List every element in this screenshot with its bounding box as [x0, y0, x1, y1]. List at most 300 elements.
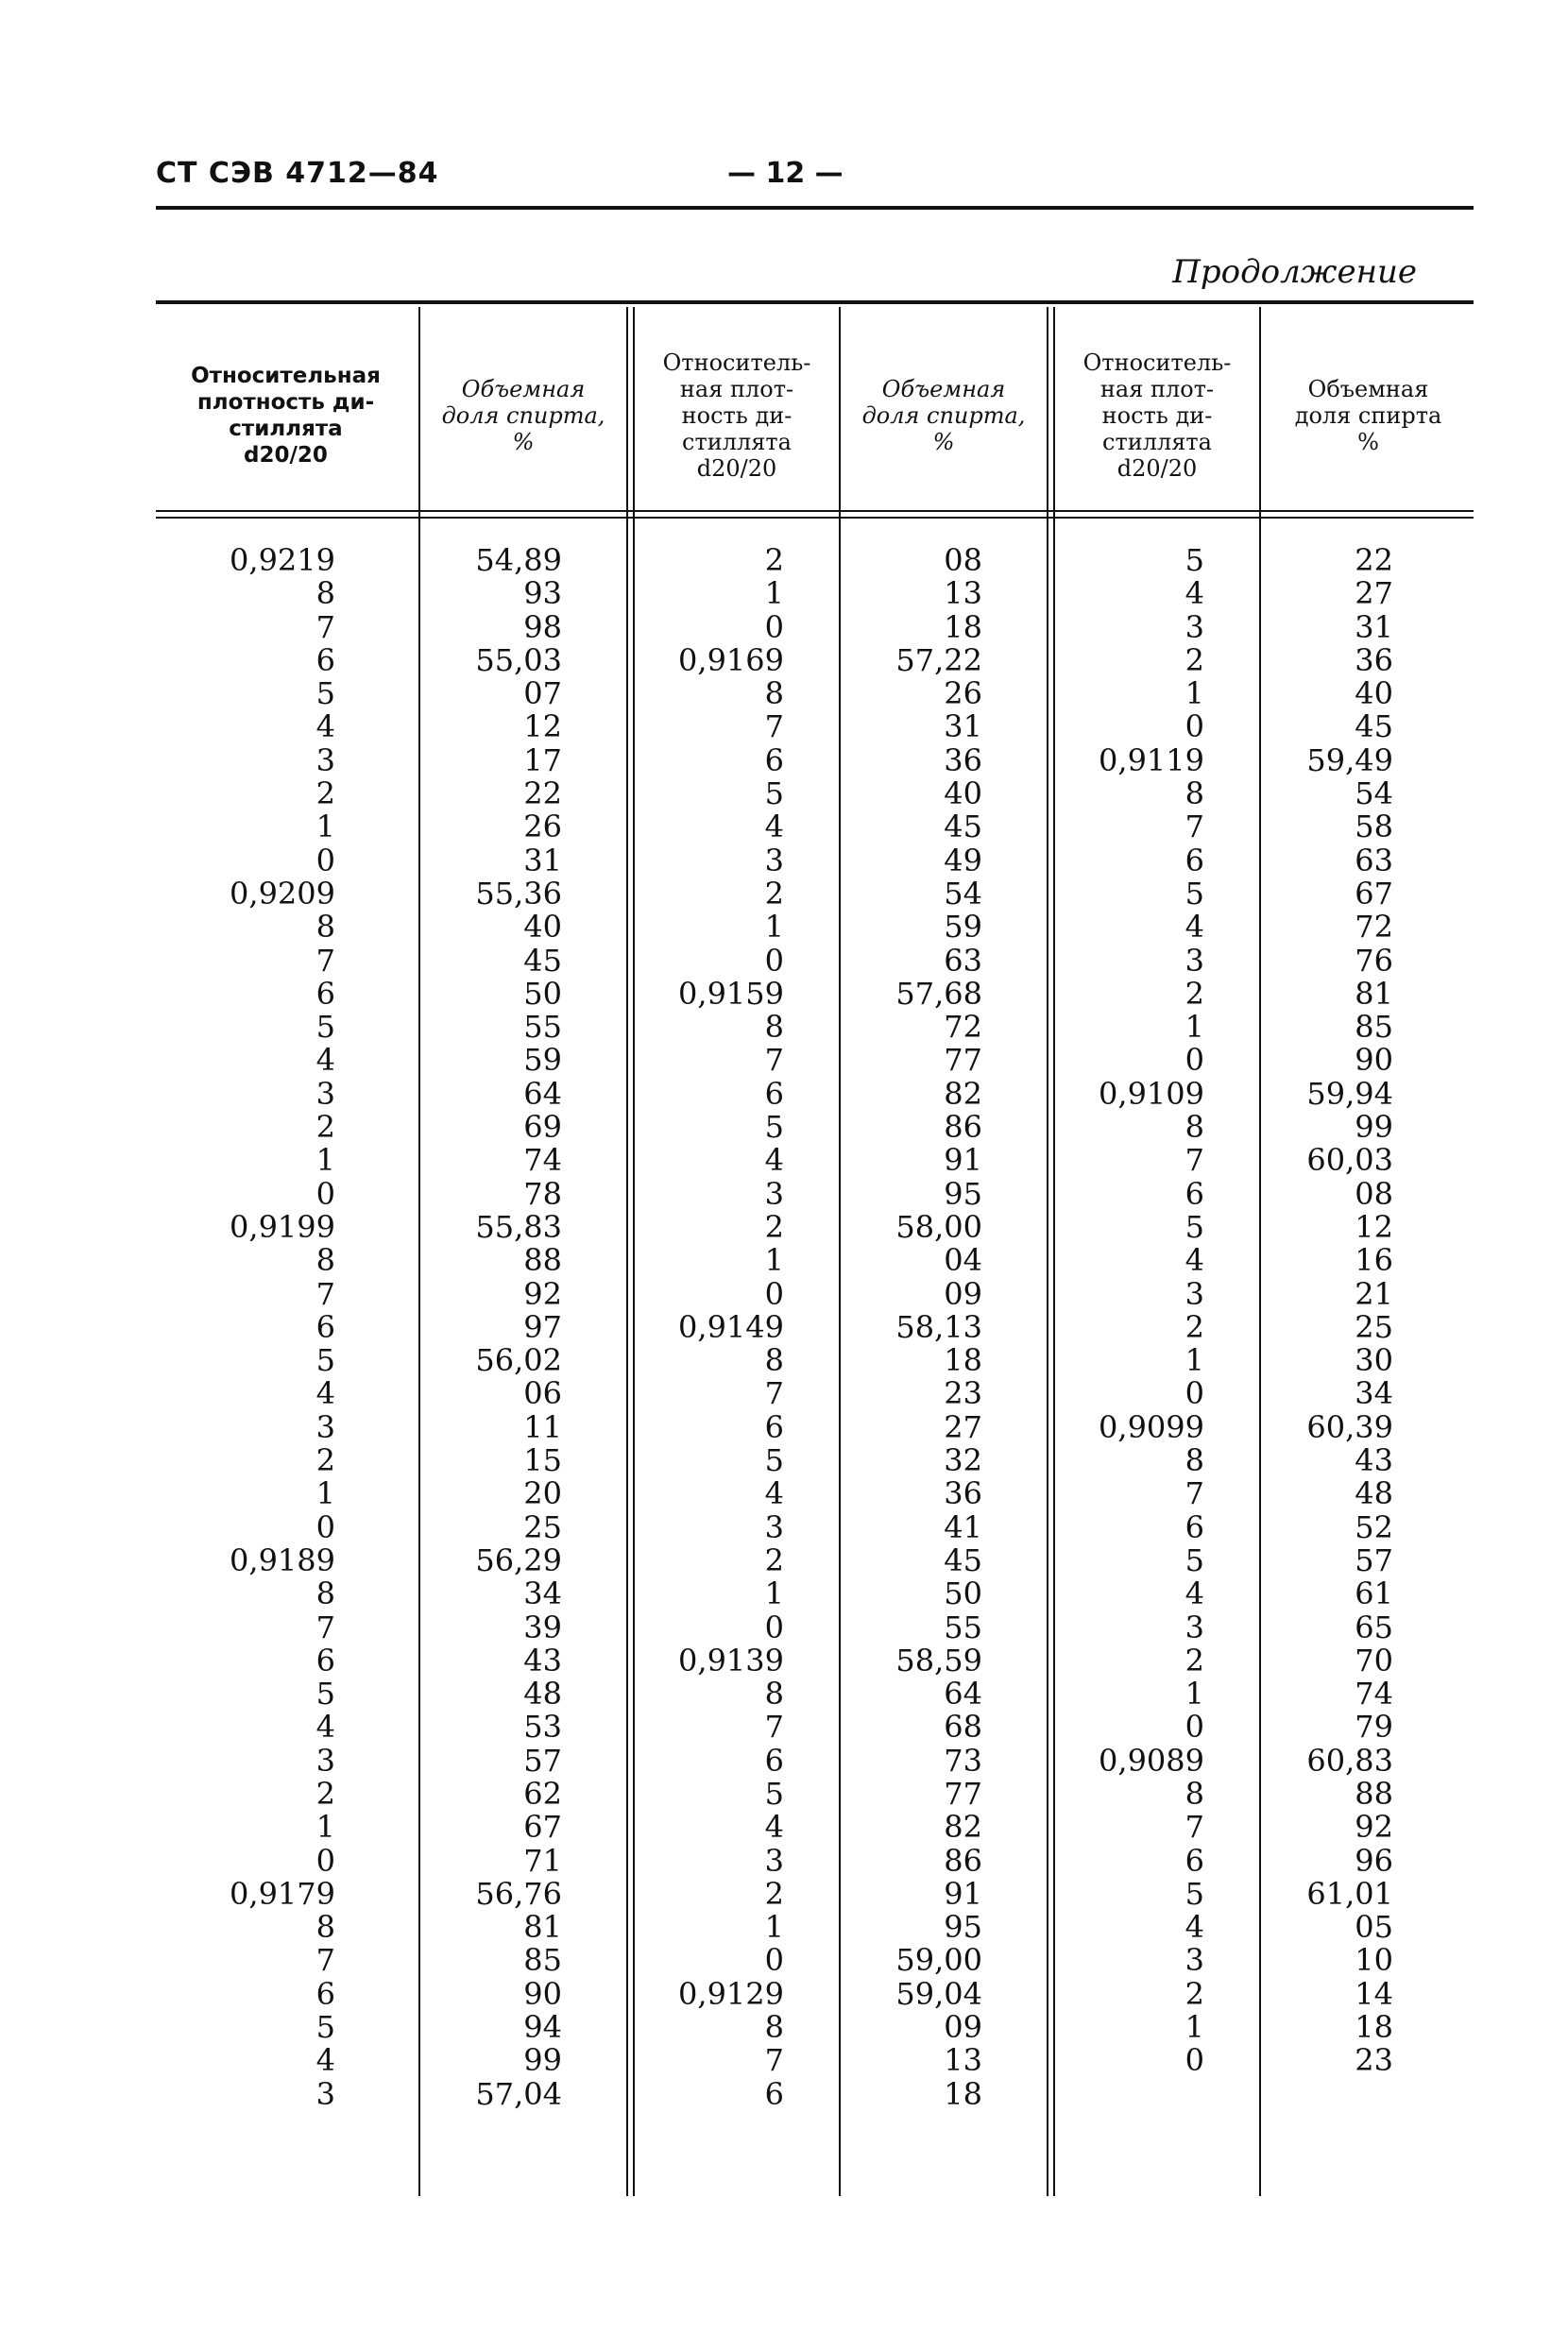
table-cell: 39 — [523, 1609, 562, 1645]
table-cell: 8 — [764, 2009, 784, 2046]
table-cell: 0,9169 — [678, 641, 784, 678]
table-cell: 8 — [315, 1909, 335, 1946]
table-top-rule — [156, 300, 1474, 304]
table-cell: 15 — [523, 1442, 562, 1479]
table-cell: 1 — [315, 1809, 335, 1846]
table-cell: 0 — [315, 1842, 335, 1879]
table-cell: 99 — [523, 2042, 562, 2079]
column-divider-1 — [418, 307, 420, 2196]
table-cell: 64 — [523, 1075, 562, 1112]
table-cell: 6 — [764, 741, 784, 778]
table-cell: 0,9159 — [678, 975, 784, 1012]
table-cell: 57,22 — [895, 641, 982, 678]
table-cell: 7 — [1185, 1809, 1204, 1846]
table-cell: 2 — [1185, 641, 1204, 678]
table-cell: 31 — [944, 708, 982, 745]
table-cell: 5 — [1185, 1875, 1204, 1912]
table-cell: 6 — [315, 1975, 335, 2012]
table-cell: 2 — [764, 1542, 784, 1578]
table-cell: 7 — [1185, 809, 1204, 845]
table-cell: 4 — [1185, 1909, 1204, 1946]
table-cell: 3 — [315, 1408, 335, 1445]
table-cell: 5 — [1185, 1542, 1204, 1578]
table-cell: 81 — [1355, 975, 1393, 1012]
table-cell: 26 — [944, 675, 982, 712]
table-cell: 0 — [1185, 2042, 1204, 2079]
table-cell: 55 — [523, 1009, 562, 1046]
table-cell: 8 — [315, 1576, 335, 1612]
table-cell: 1 — [1185, 1342, 1204, 1379]
table-cell: 8 — [315, 909, 335, 946]
table-cell: 0 — [764, 1609, 784, 1645]
table-cell: 52 — [1355, 1508, 1393, 1545]
table-cell: 85 — [523, 1942, 562, 1979]
table-cell: 1 — [1185, 1009, 1204, 1046]
table-cell: 6 — [1185, 1508, 1204, 1545]
table-cell: 40 — [1355, 675, 1393, 712]
table-cell: 7 — [764, 1375, 784, 1412]
table-cell: 99 — [1355, 1109, 1393, 1146]
table-cell: 6 — [764, 1742, 784, 1779]
table-cell: 98 — [523, 608, 562, 645]
table-cell: 2 — [764, 875, 784, 911]
table-cell: 36 — [1355, 641, 1393, 678]
table-cell: 0,9199 — [230, 1208, 335, 1245]
column-header-alcohol-1: Объемная доля спирта, % — [441, 376, 605, 455]
table-cell: 3 — [315, 1742, 335, 1779]
table-cell: 12 — [523, 708, 562, 745]
table-cell: 7 — [315, 1609, 335, 1645]
table-cell: 58,00 — [895, 1208, 982, 1245]
column-density-3 — [1063, 544, 1204, 2078]
table-cell: 5 — [1185, 542, 1204, 578]
table-cell: 45 — [1355, 708, 1393, 745]
table-cell: 08 — [944, 542, 982, 578]
table-cell: 59 — [944, 909, 982, 946]
table-cell: 6 — [315, 1308, 335, 1345]
table-cell: 25 — [1355, 1308, 1393, 1345]
table-cell: 0,9149 — [678, 1308, 784, 1345]
table-cell: 3 — [764, 842, 784, 878]
table-cell: 50 — [523, 975, 562, 1012]
column-divider-5 — [1259, 307, 1261, 2196]
table-cell: 0 — [764, 942, 784, 979]
table-cell: 7 — [315, 1942, 335, 1979]
table-cell: 2 — [1185, 1642, 1204, 1678]
table-cell: 20 — [523, 1475, 562, 1512]
table-cell: 65 — [1355, 1609, 1393, 1645]
table-cell: 0,9219 — [230, 542, 335, 578]
table-cell: 26 — [523, 809, 562, 845]
table-cell: 61 — [1355, 1576, 1393, 1612]
table-cell: 13 — [944, 2042, 982, 2079]
table-cell: 79 — [1355, 1709, 1393, 1746]
table-cell: 55,03 — [475, 641, 562, 678]
table-cell: 5 — [315, 1676, 335, 1712]
table-cell: 90 — [523, 1975, 562, 2012]
table-cell: 67 — [1355, 875, 1393, 911]
table-cell: 45 — [523, 942, 562, 979]
table-cell: 5 — [315, 1009, 335, 1046]
table-cell: 5 — [1185, 1208, 1204, 1245]
table-cell: 0 — [315, 842, 335, 878]
table-cell: 6 — [315, 975, 335, 1012]
table-cell: 7 — [764, 708, 784, 745]
table-cell: 72 — [1355, 909, 1393, 946]
table-cell: 74 — [523, 1142, 562, 1179]
table-cell: 8 — [1185, 1109, 1204, 1146]
table-cell: 77 — [944, 1042, 982, 1079]
column-density-2 — [642, 544, 784, 2111]
table-cell: 5 — [315, 675, 335, 712]
table-cell: 0,9089 — [1099, 1742, 1204, 1779]
table-cell: 88 — [1355, 1775, 1393, 1812]
table-cell: 4 — [315, 1375, 335, 1412]
table-cell: 57,68 — [895, 975, 982, 1012]
header-bottom-rule-1 — [156, 510, 1474, 512]
table-cell: 3 — [764, 1508, 784, 1545]
table-cell: 4 — [1185, 1242, 1204, 1279]
column-divider-2a — [626, 307, 628, 2196]
table-cell: 45 — [944, 1542, 982, 1578]
table-cell: 3 — [315, 1075, 335, 1112]
table-cell: 7 — [1185, 1142, 1204, 1179]
table-cell: 31 — [1355, 608, 1393, 645]
table-cell: 2 — [764, 542, 784, 578]
table-cell: 0,9109 — [1099, 1075, 1204, 1112]
table-cell: 2 — [1185, 1308, 1204, 1345]
header-rule — [156, 206, 1474, 210]
table-cell: 55 — [944, 1609, 982, 1645]
table-cell: 0 — [764, 1275, 784, 1312]
table-cell: 59,04 — [895, 1975, 982, 2012]
table-cell: 56,76 — [475, 1875, 562, 1912]
table-cell: 2 — [1185, 1975, 1204, 2012]
table-cell: 81 — [523, 1909, 562, 1946]
table-cell: 08 — [1355, 1175, 1393, 1212]
table-cell: 34 — [1355, 1375, 1393, 1412]
table-cell: 1 — [315, 809, 335, 845]
table-cell: 5 — [315, 1342, 335, 1379]
table-cell: 0 — [1185, 708, 1204, 745]
table-cell: 7 — [315, 608, 335, 645]
table-cell: 8 — [1185, 775, 1204, 812]
table-cell: 18 — [944, 1342, 982, 1379]
table-cell: 8 — [1185, 1775, 1204, 1812]
table-cell: 59,00 — [895, 1942, 982, 1979]
table-cell: 82 — [944, 1809, 982, 1846]
table-cell: 2 — [315, 775, 335, 812]
table-cell: 58 — [1355, 809, 1393, 845]
page-number: — 12 — — [727, 157, 844, 190]
table-cell: 54 — [1355, 775, 1393, 812]
table-cell: 6 — [764, 1075, 784, 1112]
table-cell: 18 — [944, 608, 982, 645]
table-cell: 95 — [944, 1909, 982, 1946]
table-cell: 73 — [944, 1742, 982, 1779]
table-cell: 7 — [315, 1275, 335, 1312]
table-cell: 4 — [1185, 909, 1204, 946]
table-cell: 36 — [944, 741, 982, 778]
table-cell: 27 — [944, 1408, 982, 1445]
table-cell: 54,89 — [475, 542, 562, 578]
table-cell: 8 — [315, 1242, 335, 1279]
table-cell: 09 — [944, 2009, 982, 2046]
table-cell: 54 — [944, 875, 982, 911]
table-cell: 64 — [944, 1676, 982, 1712]
table-cell: 0,9179 — [230, 1875, 335, 1912]
table-cell: 57 — [523, 1742, 562, 1779]
table-cell: 48 — [1355, 1475, 1393, 1512]
table-cell: 8 — [764, 1676, 784, 1712]
table-cell: 4 — [764, 1142, 784, 1179]
table-cell: 5 — [764, 1109, 784, 1146]
table-cell: 27 — [1355, 575, 1393, 612]
table-cell: 0 — [764, 1942, 784, 1979]
table-cell: 8 — [1185, 1442, 1204, 1479]
table-cell: 22 — [523, 775, 562, 812]
table-cell: 8 — [764, 1009, 784, 1046]
continuation-label: Продолжение — [1172, 253, 1417, 291]
column-divider-4a — [1047, 307, 1048, 2196]
header-bottom-rule-2 — [156, 517, 1474, 519]
table-cell: 6 — [764, 2075, 784, 2112]
table-cell: 74 — [1355, 1676, 1393, 1712]
table-cell: 8 — [764, 675, 784, 712]
table-cell: 7 — [1185, 1475, 1204, 1512]
table-cell: 7 — [315, 942, 335, 979]
table-cell: 58,13 — [895, 1308, 982, 1345]
table-cell: 55,36 — [475, 875, 562, 911]
table-cell: 69 — [523, 1109, 562, 1146]
table-cell: 30 — [1355, 1342, 1393, 1379]
table-cell: 14 — [1355, 1975, 1393, 2012]
table-cell: 0 — [315, 1508, 335, 1545]
table-cell: 58,59 — [895, 1642, 982, 1678]
table-cell: 16 — [1355, 1242, 1393, 1279]
table-cell: 0,9189 — [230, 1542, 335, 1578]
table-cell: 59,94 — [1306, 1075, 1393, 1112]
table-cell: 5 — [1185, 875, 1204, 911]
column-alcohol-3 — [1275, 544, 1393, 2078]
table-cell: 97 — [523, 1308, 562, 1345]
table-cell: 1 — [764, 1909, 784, 1946]
table-cell: 0,9099 — [1099, 1408, 1204, 1445]
table-cell: 7 — [764, 1042, 784, 1079]
table-cell: 06 — [523, 1375, 562, 1412]
table-cell: 0 — [764, 608, 784, 645]
table-cell: 45 — [944, 809, 982, 845]
table-cell: 60,83 — [1306, 1742, 1393, 1779]
table-cell: 1 — [315, 1475, 335, 1512]
table-cell: 56,29 — [475, 1542, 562, 1578]
table-cell: 4 — [1185, 1576, 1204, 1612]
table-cell: 2 — [315, 1442, 335, 1479]
column-divider-2b — [633, 307, 635, 2196]
table-cell: 18 — [1355, 2009, 1393, 2046]
table-cell: 6 — [315, 1642, 335, 1678]
column-density-1 — [198, 544, 335, 2111]
table-cell: 1 — [764, 1242, 784, 1279]
column-divider-3 — [839, 307, 841, 2196]
table-cell: 25 — [523, 1508, 562, 1545]
table-cell: 70 — [1355, 1642, 1393, 1678]
table-cell: 2 — [764, 1875, 784, 1912]
table-cell: 86 — [944, 1842, 982, 1879]
column-alcohol-2 — [855, 544, 982, 2111]
table-cell: 7 — [764, 1709, 784, 1746]
table-cell: 3 — [764, 1842, 784, 1879]
table-cell: 57 — [1355, 1542, 1393, 1578]
table-cell: 07 — [523, 675, 562, 712]
table-cell: 12 — [1355, 1208, 1393, 1245]
table-cell: 62 — [523, 1775, 562, 1812]
table-cell: 68 — [944, 1709, 982, 1746]
table-cell: 88 — [523, 1242, 562, 1279]
table-cell: 7 — [764, 2042, 784, 2079]
table-cell: 1 — [1185, 1676, 1204, 1712]
table-cell: 21 — [1355, 1275, 1393, 1312]
table-cell: 6 — [764, 1408, 784, 1445]
table-cell: 78 — [523, 1175, 562, 1212]
table-cell: 11 — [523, 1408, 562, 1445]
table-cell: 59 — [523, 1042, 562, 1079]
table-cell: 8 — [764, 1342, 784, 1379]
table-cell: 32 — [944, 1442, 982, 1479]
table-cell: 3 — [315, 741, 335, 778]
table-cell: 4 — [764, 1475, 784, 1512]
table-cell: 0 — [315, 1175, 335, 1212]
table-cell: 55,83 — [475, 1208, 562, 1245]
table-cell: 91 — [944, 1142, 982, 1179]
table-cell: 6 — [1185, 1175, 1204, 1212]
table-cell: 63 — [944, 942, 982, 979]
column-header-alcohol-2: Объемная доля спирта, % — [861, 376, 1026, 455]
table-cell: 36 — [944, 1475, 982, 1512]
table-cell: 8 — [315, 575, 335, 612]
table-cell: 40 — [944, 775, 982, 812]
table-cell: 18 — [944, 2075, 982, 2112]
table-cell: 60,39 — [1306, 1408, 1393, 1445]
table-cell: 67 — [523, 1809, 562, 1846]
table-cell: 41 — [944, 1508, 982, 1545]
table-cell: 0,9139 — [678, 1642, 784, 1678]
table-cell: 93 — [523, 575, 562, 612]
table-cell: 1 — [1185, 2009, 1204, 2046]
table-cell: 2 — [764, 1208, 784, 1245]
table-cell: 05 — [1355, 1909, 1393, 1946]
table-cell: 3 — [1185, 1275, 1204, 1312]
table-cell: 95 — [944, 1175, 982, 1212]
table-cell: 0 — [1185, 1709, 1204, 1746]
table-cell: 92 — [1355, 1809, 1393, 1846]
table-cell: 4 — [315, 2042, 335, 2079]
column-header-density-3: Относитель- ная плот- ность ди- стиллята d20/20 — [1082, 349, 1232, 482]
table-cell: 40 — [523, 909, 562, 946]
table-cell: 34 — [523, 1576, 562, 1612]
table-cell: 1 — [764, 909, 784, 946]
table-cell: 3 — [1185, 1942, 1204, 1979]
table-cell: 49 — [944, 842, 982, 878]
table-cell: 3 — [764, 1175, 784, 1212]
table-cell: 04 — [944, 1242, 982, 1279]
table-cell: 43 — [1355, 1442, 1393, 1479]
table-cell: 5 — [764, 775, 784, 812]
table-cell: 4 — [764, 809, 784, 845]
table-cell: 31 — [523, 842, 562, 878]
document-code: СТ СЭВ 4712—84 — [156, 157, 439, 190]
table-cell: 61,01 — [1306, 1875, 1393, 1912]
table-cell: 2 — [315, 1109, 335, 1146]
table-cell: 48 — [523, 1676, 562, 1712]
table-cell: 2 — [1185, 975, 1204, 1012]
table-cell: 60,03 — [1306, 1142, 1393, 1179]
table-cell: 5 — [764, 1442, 784, 1479]
table-cell: 1 — [1185, 675, 1204, 712]
table-cell: 3 — [1185, 942, 1204, 979]
table-cell: 4 — [315, 1709, 335, 1746]
table-cell: 96 — [1355, 1842, 1393, 1879]
column-divider-4b — [1053, 307, 1055, 2196]
table-cell: 56,02 — [475, 1342, 562, 1379]
table-cell: 09 — [944, 1275, 982, 1312]
table-cell: 0,9209 — [230, 875, 335, 911]
table-cell: 3 — [1185, 608, 1204, 645]
table-cell: 0 — [1185, 1375, 1204, 1412]
table-cell: 76 — [1355, 942, 1393, 979]
table-cell: 5 — [315, 2009, 335, 2046]
table-cell: 3 — [1185, 1609, 1204, 1645]
table-cell: 10 — [1355, 1942, 1393, 1979]
table-cell: 23 — [944, 1375, 982, 1412]
table-cell: 4 — [315, 708, 335, 745]
table-cell: 77 — [944, 1775, 982, 1812]
table-cell: 4 — [315, 1042, 335, 1079]
table-cell: 85 — [1355, 1009, 1393, 1046]
table-cell: 91 — [944, 1875, 982, 1912]
table-cell: 0 — [1185, 1042, 1204, 1079]
column-header-density-2: Относитель- ная плот- ность ди- стиллята d20/20 — [662, 349, 811, 482]
table-cell: 82 — [944, 1075, 982, 1112]
table-cell: 1 — [315, 1142, 335, 1179]
column-header-density-1: Относительная плотность ди- стиллята d20/20 — [191, 364, 381, 468]
table-cell: 86 — [944, 1109, 982, 1146]
table-cell: 0,9119 — [1099, 741, 1204, 778]
table-cell: 5 — [764, 1775, 784, 1812]
table-cell: 43 — [523, 1642, 562, 1678]
table-cell: 71 — [523, 1842, 562, 1879]
table-cell: 4 — [1185, 575, 1204, 612]
column-alcohol-1 — [435, 544, 562, 2111]
table-cell: 57,04 — [475, 2075, 562, 2112]
table-cell: 6 — [315, 641, 335, 678]
table-cell: 53 — [523, 1709, 562, 1746]
table-cell: 90 — [1355, 1042, 1393, 1079]
table-cell: 4 — [764, 1809, 784, 1846]
table-cell: 0,9129 — [678, 1975, 784, 2012]
table-cell: 50 — [944, 1576, 982, 1612]
table-cell: 23 — [1355, 2042, 1393, 2079]
table-cell: 6 — [1185, 1842, 1204, 1879]
table-cell: 22 — [1355, 542, 1393, 578]
table-cell: 1 — [764, 1576, 784, 1612]
table-cell: 13 — [944, 575, 982, 612]
table-cell: 94 — [523, 2009, 562, 2046]
table-cell: 3 — [315, 2075, 335, 2112]
table-cell: 92 — [523, 1275, 562, 1312]
table-cell: 72 — [944, 1009, 982, 1046]
table-cell: 17 — [523, 741, 562, 778]
